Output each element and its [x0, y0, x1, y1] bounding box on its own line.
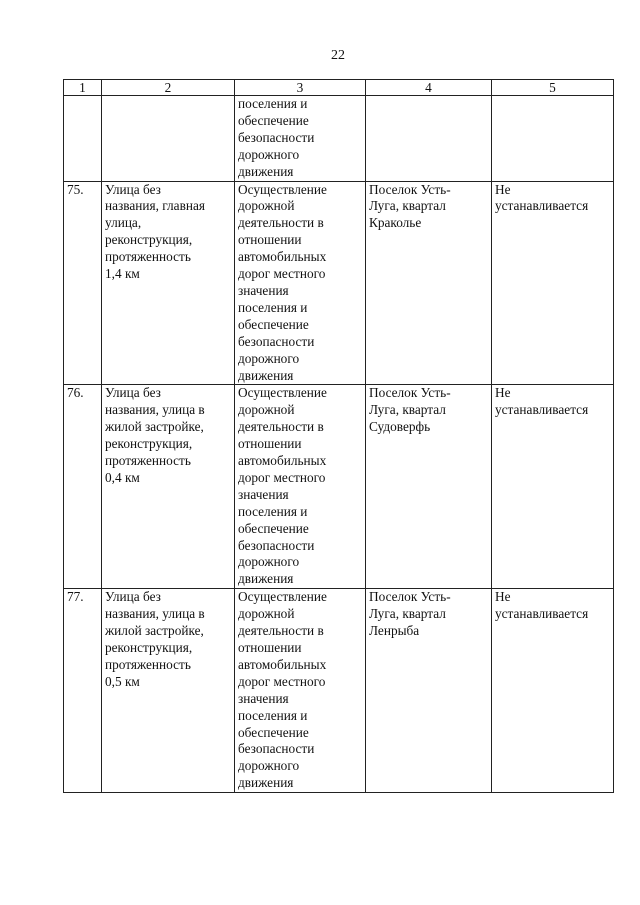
page-number: 22: [331, 48, 345, 63]
row-number: 76.: [64, 385, 102, 589]
object-purpose: Осуществление дорожной деятельности в отношении автомобильных дорог местного значения поселения и обеспечение безопасности дорожного движения: [235, 181, 366, 385]
header-col-3: 3: [235, 80, 366, 96]
document-table: [63, 79, 614, 793]
object-zone: Не устанавливается: [492, 385, 614, 589]
header-col-2: 2: [102, 80, 235, 96]
table-row: [64, 385, 614, 589]
row-number: 77.: [64, 589, 102, 793]
header-col-5: 5: [492, 80, 614, 96]
table-row: [64, 589, 614, 793]
continuation-cell-2: [102, 96, 235, 182]
header-col-4: 4: [366, 80, 492, 96]
object-location: Поселок Усть- Луга, квартал Судоверфь: [366, 385, 492, 589]
continuation-cell-4: [366, 96, 492, 182]
continuation-cell-1: [64, 96, 102, 182]
object-location: Поселок Усть- Луга, квартал Ленрыба: [366, 589, 492, 793]
object-purpose: Осуществление дорожной деятельности в отношении автомобильных дорог местного значения поселения и обеспечение безопасности дорожного движения: [235, 589, 366, 793]
object-location: Поселок Усть- Луга, квартал Краколье: [366, 181, 492, 385]
object-zone: Не устанавливается: [492, 589, 614, 793]
header-col-1: 1: [64, 80, 102, 96]
continuation-cell-5: [492, 96, 614, 182]
object-zone: Не устанавливается: [492, 181, 614, 385]
continuation-cell-3: поселения и обеспечение безопасности дорожного движения: [235, 96, 366, 182]
object-name: Улица без названия, главная улица, реконструкция, протяженность 1,4 км: [102, 181, 235, 385]
object-purpose: Осуществление дорожной деятельности в отношении автомобильных дорог местного значения поселения и обеспечение безопасности дорожного движения: [235, 385, 366, 589]
header-row: [64, 80, 614, 96]
object-name: Улица без названия, улица в жилой застройке, реконструкция, протяженность 0,5 км: [102, 589, 235, 793]
continuation-row: [64, 96, 614, 182]
row-number: 75.: [64, 181, 102, 385]
table-header: [64, 80, 614, 96]
object-name: Улица без названия, улица в жилой застройке, реконструкция, протяженность 0,4 км: [102, 385, 235, 589]
table-row: [64, 181, 614, 385]
